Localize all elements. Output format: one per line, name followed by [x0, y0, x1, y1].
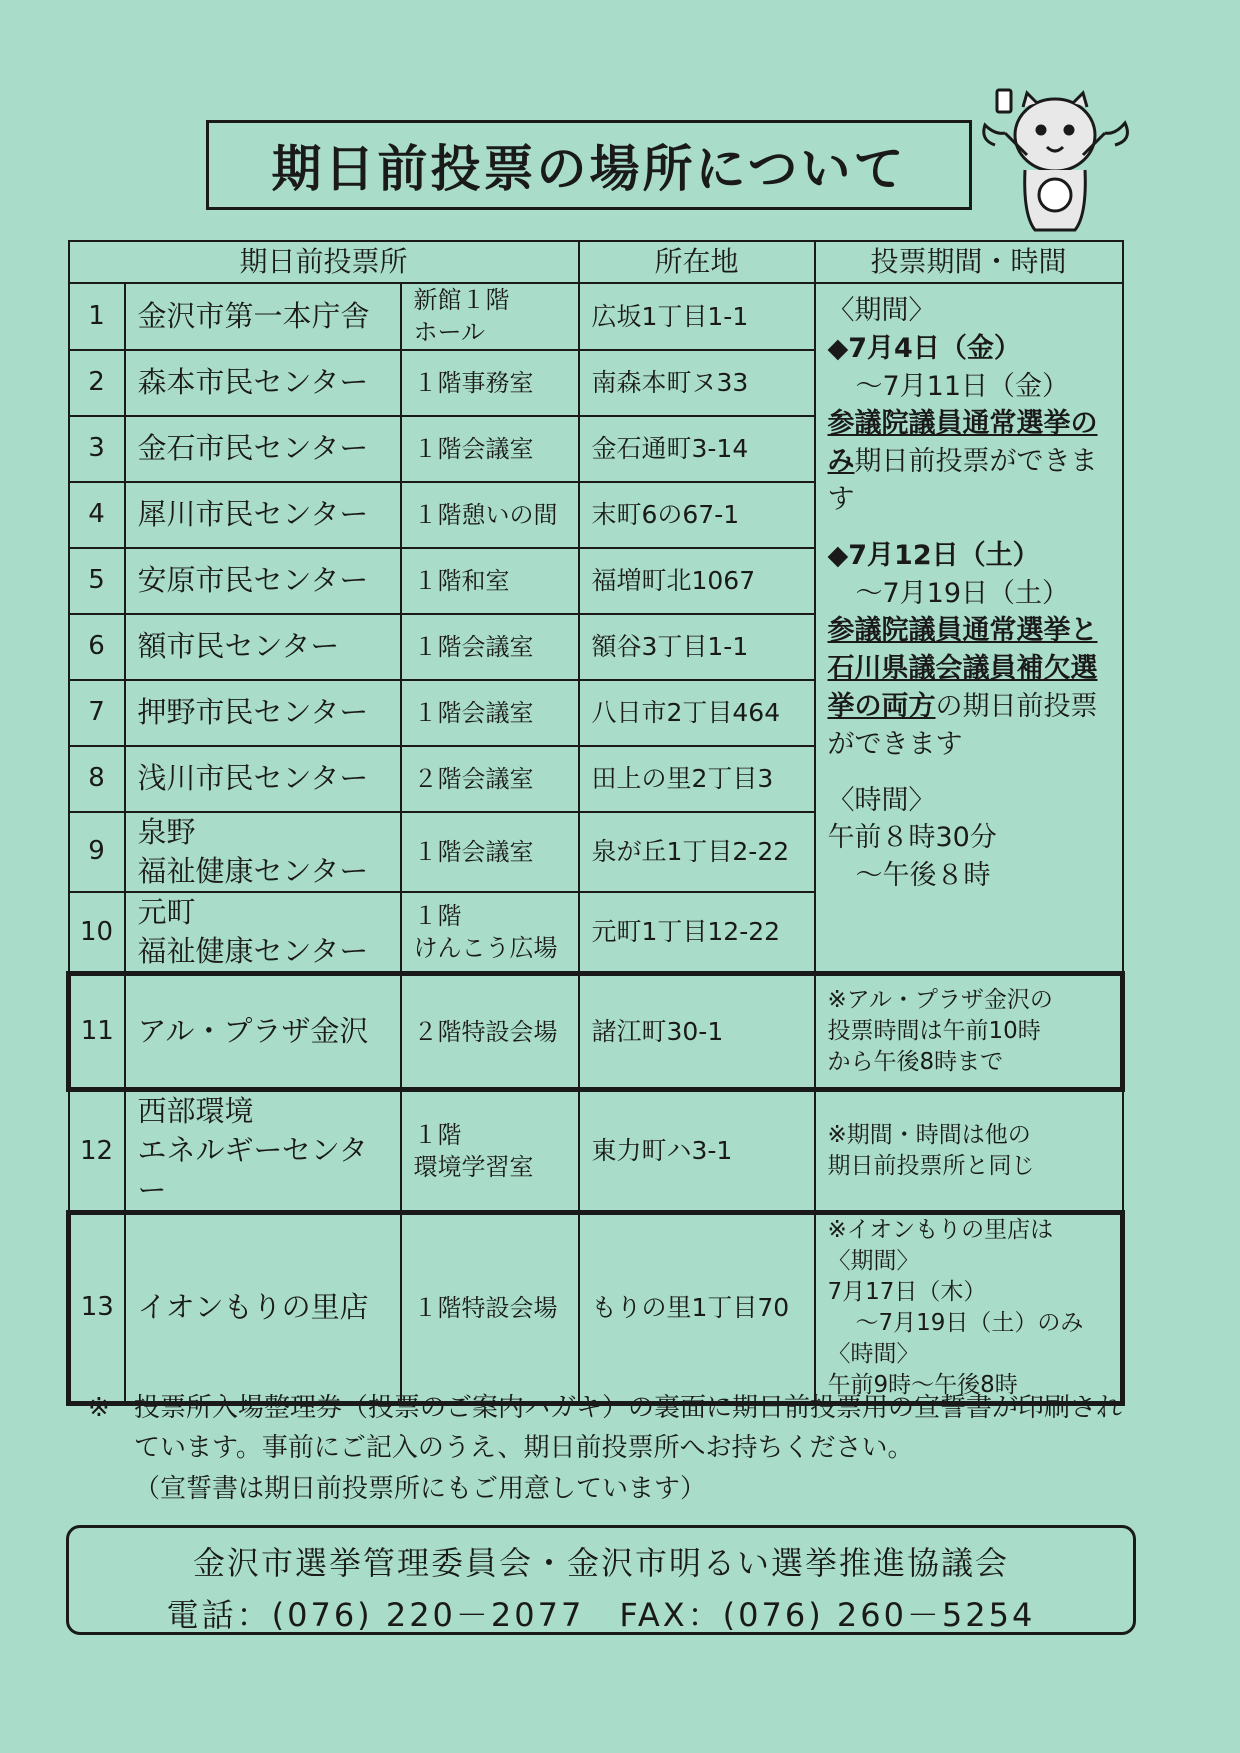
place-address: 泉が丘1丁目2-22	[579, 812, 815, 892]
place-name: 安原市民センター	[125, 548, 401, 614]
place-name: アル・プラザ金沢	[125, 974, 401, 1090]
row-number: 4	[69, 482, 125, 548]
place-floor: １階事務室	[401, 350, 579, 416]
place-address: 田上の里2丁目3	[579, 746, 815, 812]
time-label: 〈時間〉	[827, 784, 936, 816]
place-name: 額市民センター	[125, 614, 401, 680]
polling-places-table	[66, 240, 1125, 1406]
place-floor: １階会議室	[401, 812, 579, 892]
row-number: 11	[69, 974, 125, 1090]
place-name: 西部環境 エネルギーセンター	[125, 1090, 401, 1212]
period1-dates: ◆7月4日（金）	[827, 332, 1021, 364]
note13-period-label: 〈期間〉	[827, 1247, 920, 1274]
time-end: ～午後８時	[855, 860, 991, 892]
place-name: 金沢市第一本庁舎	[125, 283, 401, 350]
place-floor: １階会議室	[401, 416, 579, 482]
footer-org: 金沢市選挙管理委員会・金沢市明るい選挙推進協議会	[192, 1544, 1009, 1582]
place-address: 八日市2丁目464	[579, 680, 815, 746]
place-name: 金石市民センター	[125, 416, 401, 482]
row-number: 8	[69, 746, 125, 812]
place-address: 東力町ハ3-1	[579, 1090, 815, 1212]
place-floor: １階会議室	[401, 680, 579, 746]
period2-dates: ◆7月12日（土）	[827, 539, 1040, 571]
mascot-character-icon	[975, 85, 1135, 235]
row-number: 2	[69, 350, 125, 416]
note13-time-label: 〈時間〉	[827, 1340, 920, 1367]
place-floor: １階会議室	[401, 614, 579, 680]
note13-line1: ※イオンもりの里店は	[827, 1216, 1054, 1243]
place-floor: １階特設会場	[401, 1212, 579, 1403]
table-row	[69, 1212, 1123, 1403]
period1-desc	[828, 408, 1098, 515]
footnote-sub: （宣誓書は期日前投票所にもご用意しています）	[134, 1473, 707, 1504]
period2-desc	[828, 615, 1098, 759]
place-address: 南森本町ヌ33	[579, 350, 815, 416]
header-place: 期日前投票所	[69, 241, 579, 283]
place-floor: １階憩いの間	[401, 482, 579, 548]
place-address: 末町6の67-1	[579, 482, 815, 548]
place-address: 元町1丁目12-22	[579, 892, 815, 974]
place-address: 額谷3丁目1-1	[579, 614, 815, 680]
row-number: 7	[69, 680, 125, 746]
footer-tel: 電話：(076) 220－2077 FAX：(076) 260－5254	[166, 1596, 1036, 1634]
place-name: 泉野 福祉健康センター	[125, 812, 401, 892]
place-address: 福増町北1067	[579, 548, 815, 614]
table-row	[69, 974, 1123, 1090]
time-start: 午前８時30分	[827, 822, 997, 854]
note-13	[815, 1212, 1123, 1403]
page-title: 期日前投票の場所について	[206, 120, 972, 210]
place-name: イオンもりの里店	[125, 1212, 401, 1403]
period2-end: ～7月19日（土）	[855, 577, 1070, 609]
header-period: 投票期間・時間	[815, 241, 1123, 283]
place-address: 諸江町30-1	[579, 974, 815, 1090]
place-floor: ２階会議室	[401, 746, 579, 812]
place-name: 押野市民センター	[125, 680, 401, 746]
place-floor: １階 けんこう広場	[401, 892, 579, 974]
row-number: 1	[69, 283, 125, 350]
place-floor: １階和室	[401, 548, 579, 614]
place-name: 元町 福祉健康センター	[125, 892, 401, 974]
footnote-text: 投票所入場整理券（投票のご案内ハガキ）の裏面に期日前投票用の宣誓書が印刷されています。事前にご記入のうえ、期日前投票所へお持ちください。	[134, 1393, 1123, 1464]
period1-end: ～7月11日（金）	[855, 370, 1070, 402]
row-number: 12	[69, 1090, 125, 1212]
period1-bold: 参議院議員通常選挙のみ	[827, 408, 1098, 478]
place-name: 浅川市民センター	[125, 746, 401, 812]
footnote-mark: ※	[88, 1393, 110, 1423]
row-number: 10	[69, 892, 125, 974]
footer-contact	[66, 1525, 1136, 1635]
row-number: 13	[69, 1212, 125, 1403]
place-floor: １階 環境学習室	[401, 1090, 579, 1212]
period-label: 〈期間〉	[827, 295, 936, 326]
note-11: ※アル・プラザ金沢の 投票時間は午前10時 から午後8時まで	[815, 974, 1123, 1090]
place-address: 広坂1丁目1-1	[579, 283, 815, 350]
place-address: 金石通町3-14	[579, 416, 815, 482]
place-floor: 新館１階 ホール	[401, 283, 579, 350]
period1-tail: 期日前投票ができます	[827, 446, 1098, 515]
place-address: もりの里1丁目70	[579, 1212, 815, 1403]
row-number: 6	[69, 614, 125, 680]
place-floor: ２階特設会場	[401, 974, 579, 1090]
place-name: 犀川市民センター	[125, 482, 401, 548]
place-name: 森本市民センター	[125, 350, 401, 416]
note13-period-end: ～7月19日（土）のみ	[855, 1309, 1084, 1336]
period2-tail: の期日前投票ができます	[827, 690, 1098, 760]
note13-period-start: 7月17日（木）	[827, 1278, 987, 1305]
table-row	[69, 283, 1123, 350]
period-cell	[815, 283, 1123, 974]
header-address: 所在地	[579, 241, 815, 283]
note-12: ※期間・時間は他の 期日前投票所と同じ	[815, 1090, 1123, 1212]
note13-time: 午前9時～午後8時	[827, 1372, 1018, 1398]
row-number: 9	[69, 812, 125, 892]
footnote	[88, 1388, 1138, 1509]
period2-bold: 参議院議員通常選挙と石川県議会議員補欠選挙の両方	[827, 615, 1098, 722]
row-number: 5	[69, 548, 125, 614]
table-row	[69, 1090, 1123, 1212]
row-number: 3	[69, 416, 125, 482]
